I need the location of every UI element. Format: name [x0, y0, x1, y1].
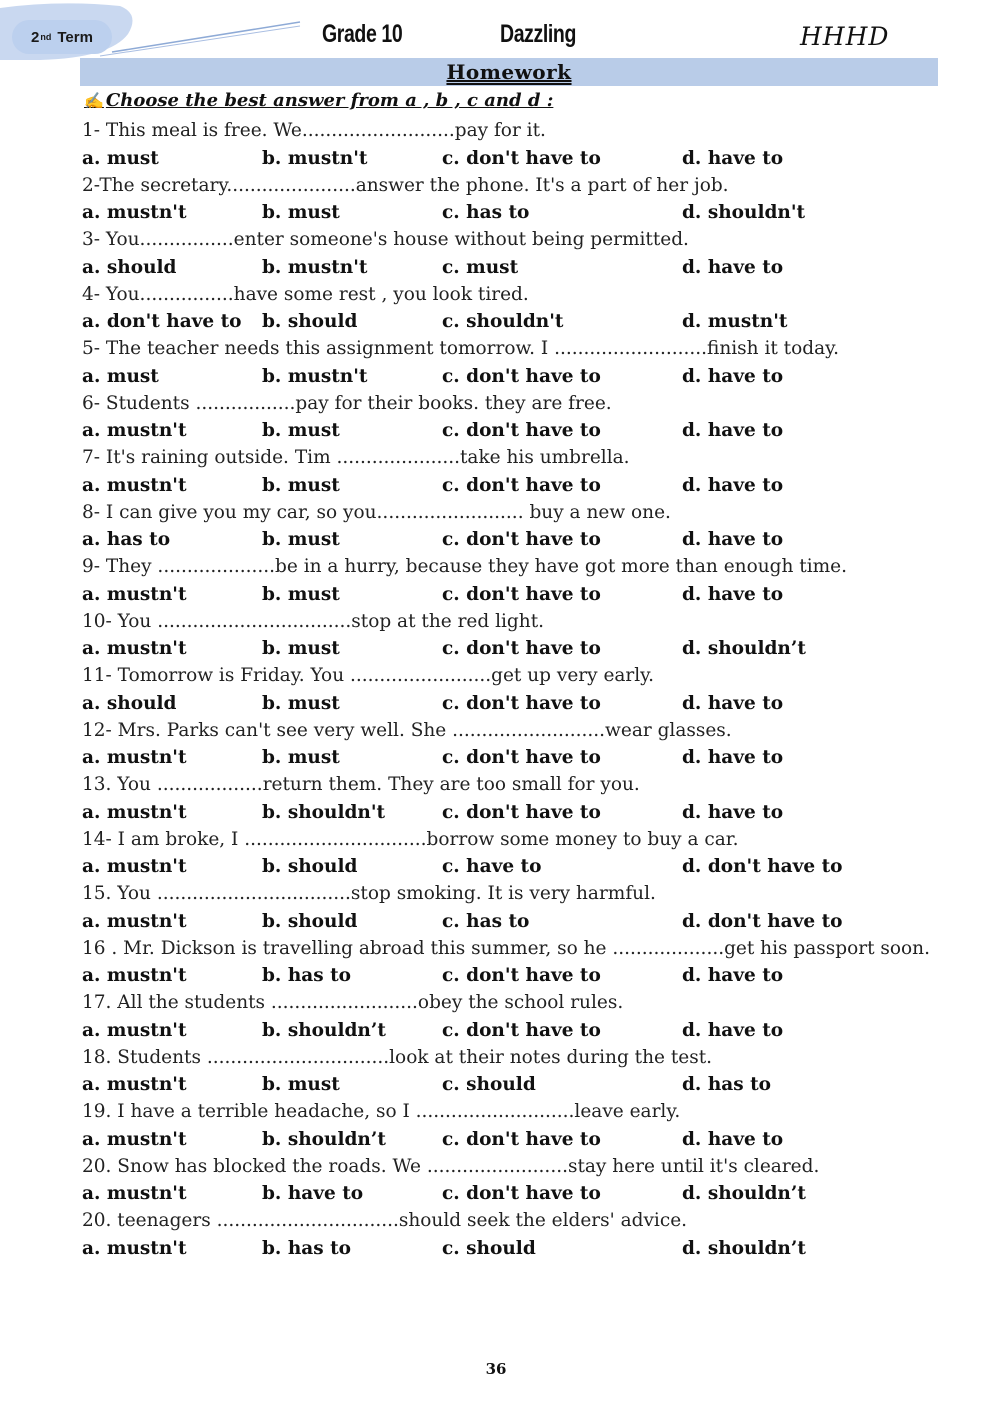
answer-option: c. shouldn't — [442, 311, 564, 332]
answer-option: b. shouldn’t — [262, 1128, 386, 1150]
question-text: 20. Snow has blocked the roads. We ........................stay here until it's cleared. — [82, 1155, 820, 1177]
answer-option: a. mustn't — [82, 1237, 187, 1259]
answer-option: a. should — [82, 256, 177, 278]
answer-option: b. should — [262, 910, 358, 932]
answer-option: a. mustn't — [82, 965, 187, 986]
answer-option: d. shouldn’t — [682, 638, 806, 659]
answer-options — [82, 199, 932, 226]
page-title: Homework — [446, 60, 572, 84]
answer-option: a. must — [82, 147, 159, 169]
answer-option: b. mustn't — [262, 365, 368, 387]
answer-options — [82, 1235, 932, 1262]
answer-option: b. must — [262, 638, 340, 659]
answer-option: a. mustn't — [82, 910, 187, 932]
question-text: 17. All the students .........................obey the school rules. — [82, 992, 624, 1013]
answer-option: a. mustn't — [82, 747, 187, 768]
answer-option: d. have to — [682, 692, 784, 714]
answer-option: a. mustn't — [82, 202, 187, 223]
answer-option: a. mustn't — [82, 1128, 187, 1150]
answer-option: b. mustn't — [262, 147, 368, 169]
answer-options — [82, 962, 932, 989]
answer-option: c. has to — [442, 910, 530, 932]
answer-option: a. mustn't — [82, 1019, 187, 1041]
answer-option: d. have to — [682, 747, 784, 768]
answer-option: c. have to — [442, 856, 542, 877]
grade-label: Grade 10 — [322, 20, 403, 48]
term-number: 2 — [31, 28, 40, 46]
question-text: 1- This meal is free. We..........................pay for it. — [82, 120, 546, 141]
question-text: 7- It's raining outside. Tim .....................take his umbrella. — [82, 447, 630, 468]
answer-option: c. must — [442, 256, 519, 278]
answer-options — [82, 853, 932, 880]
answer-option: d. have to — [682, 1019, 784, 1041]
answer-option: b. has to — [262, 1237, 351, 1259]
answer-option: c. don't have to — [442, 147, 601, 169]
answer-option: d. mustn't — [682, 311, 788, 332]
title-bar — [80, 58, 938, 86]
answer-option: c. don't have to — [442, 1019, 601, 1041]
answer-option: b. must — [262, 1074, 340, 1095]
answer-option: c. don't have to — [442, 638, 601, 659]
answer-options — [82, 744, 932, 771]
answer-option: d. have to — [682, 474, 784, 496]
answer-options — [82, 472, 932, 499]
answer-option: b. has to — [262, 965, 351, 986]
answer-option: a. mustn't — [82, 1183, 187, 1204]
answer-option: d. has to — [682, 1074, 771, 1095]
answer-options — [82, 581, 932, 608]
answer-option: c. don't have to — [442, 1128, 601, 1150]
instruction-text: Choose the best answer from a , b , c and d : — [105, 90, 554, 111]
question-text: 4- You................have some rest , you look tired. — [82, 283, 529, 305]
answer-option: d. have to — [682, 1128, 784, 1150]
answer-option: b. shouldn’t — [262, 1019, 386, 1041]
term-suffix: nd — [40, 32, 52, 42]
question-text: 3- You................enter someone's house without being permitted. — [82, 229, 689, 250]
question-text: 8- I can give you my car, so you......................... buy a new one. — [82, 501, 671, 523]
answer-options — [82, 417, 932, 444]
answer-option: d. have to — [682, 965, 784, 986]
answer-option: b. must — [262, 474, 340, 496]
instruction — [84, 90, 553, 111]
answer-option: a. mustn't — [82, 801, 187, 823]
answer-option: a. has to — [82, 529, 171, 550]
question-text: 14- I am broke, I ...............................borrow some money to buy a car. — [82, 828, 739, 850]
answer-options — [82, 254, 932, 281]
question-text: 19. I have a terrible headache, so I ...........................leave early. — [82, 1101, 681, 1122]
answer-options — [82, 1180, 932, 1207]
answer-option: d. shouldn't — [682, 202, 806, 223]
answer-option: c. don't have to — [442, 365, 601, 387]
answer-option: b. should — [262, 311, 358, 332]
answer-option: a. must — [82, 365, 159, 387]
answer-option: d. have to — [682, 420, 784, 441]
answer-option: b. must — [262, 747, 340, 768]
answer-options — [82, 526, 932, 553]
answer-option: c. don't have to — [442, 692, 601, 714]
term-badge — [12, 20, 112, 54]
answer-options — [82, 363, 932, 390]
question-text: 15. You .................................stop smoking. It is very harmful. — [82, 883, 656, 904]
question-text: 13. You ..................return them. They are too small for you. — [82, 774, 640, 795]
answer-option: c. don't have to — [442, 1183, 601, 1204]
answer-options — [82, 1071, 932, 1098]
question-text: 6- Students .................pay for their books. they are free. — [82, 392, 612, 414]
answer-option: b. shouldn't — [262, 801, 386, 823]
answer-options — [82, 1126, 932, 1153]
answer-option: b. must — [262, 529, 340, 550]
answer-options — [82, 1017, 932, 1044]
answer-option: c. don't have to — [442, 583, 601, 605]
answer-options — [82, 635, 932, 662]
answer-options — [82, 690, 932, 717]
answer-option: b. must — [262, 420, 340, 441]
answer-option: d. have to — [682, 256, 784, 278]
book-title: Dazzling — [500, 20, 576, 48]
question-text: 18. Students ...............................look at their notes during the test. — [82, 1046, 713, 1068]
question-text: 10- You .................................stop at the red light. — [82, 610, 545, 632]
question-text: 9- They ....................be in a hurry, because they have got more than enough time. — [82, 556, 847, 577]
answer-option: a. mustn't — [82, 638, 187, 659]
question-text: 12- Mrs. Parks can't see very well. She ..........................wear glasses. — [82, 719, 732, 741]
answer-option: a. should — [82, 692, 177, 714]
answer-option: c. don't have to — [442, 474, 601, 496]
answer-option: b. must — [262, 583, 340, 605]
page-header — [0, 0, 992, 60]
answer-option: d. have to — [682, 801, 784, 823]
answer-option: a. don't have to — [82, 311, 242, 332]
answer-option: b. mustn't — [262, 256, 368, 278]
answer-option: c. don't have to — [442, 965, 601, 986]
answer-option: c. don't have to — [442, 420, 601, 441]
question-text: 2-The secretary......................answer the phone. It's a part of her job. — [82, 174, 729, 196]
answer-option: b. should — [262, 856, 358, 877]
answer-option: b. have to — [262, 1183, 364, 1204]
answer-option: c. don't have to — [442, 747, 601, 768]
answer-option: d. have to — [682, 147, 784, 169]
answer-options — [82, 308, 932, 335]
question-text: 5- The teacher needs this assignment tomorrow. I ..........................finish it today. — [82, 338, 840, 359]
answer-option: a. mustn't — [82, 474, 187, 496]
answer-option: d. have to — [682, 583, 784, 605]
question-text: 16 . Mr. Dickson is travelling abroad this summer, so he ...................get his passport soon. — [82, 937, 930, 959]
question-list — [82, 117, 932, 1262]
question-text: 20. teenagers ...............................should seek the elders' advice. — [82, 1210, 688, 1231]
answer-option: a. mustn't — [82, 856, 187, 877]
answer-options — [82, 908, 932, 935]
pencil-icon: ✍ — [84, 91, 104, 110]
answer-option: b. must — [262, 202, 340, 223]
answer-option: d. have to — [682, 365, 784, 387]
answer-option: a. mustn't — [82, 420, 187, 441]
answer-option: c. don't have to — [442, 529, 601, 550]
answer-option: c. should — [442, 1237, 536, 1259]
answer-option: c. should — [442, 1074, 536, 1095]
answer-option: a. mustn't — [82, 1074, 187, 1095]
page-number: 36 — [485, 1360, 507, 1378]
answer-option: d. don't have to — [682, 910, 843, 932]
answer-option: c. has to — [442, 202, 530, 223]
author-initials: HHHD — [800, 22, 890, 51]
answer-option: d. have to — [682, 529, 784, 550]
answer-option: b. must — [262, 692, 340, 714]
answer-option: a. mustn't — [82, 583, 187, 605]
question-text: 11- Tomorrow is Friday. You ........................get up very early. — [82, 665, 655, 686]
answer-option: d. don't have to — [682, 856, 843, 877]
answer-option: c. don't have to — [442, 801, 601, 823]
answer-option: d. shouldn’t — [682, 1183, 806, 1204]
term-word: Term — [57, 28, 93, 46]
answer-option: d. shouldn’t — [682, 1237, 806, 1259]
answer-options — [82, 799, 932, 826]
answer-options — [82, 145, 932, 172]
